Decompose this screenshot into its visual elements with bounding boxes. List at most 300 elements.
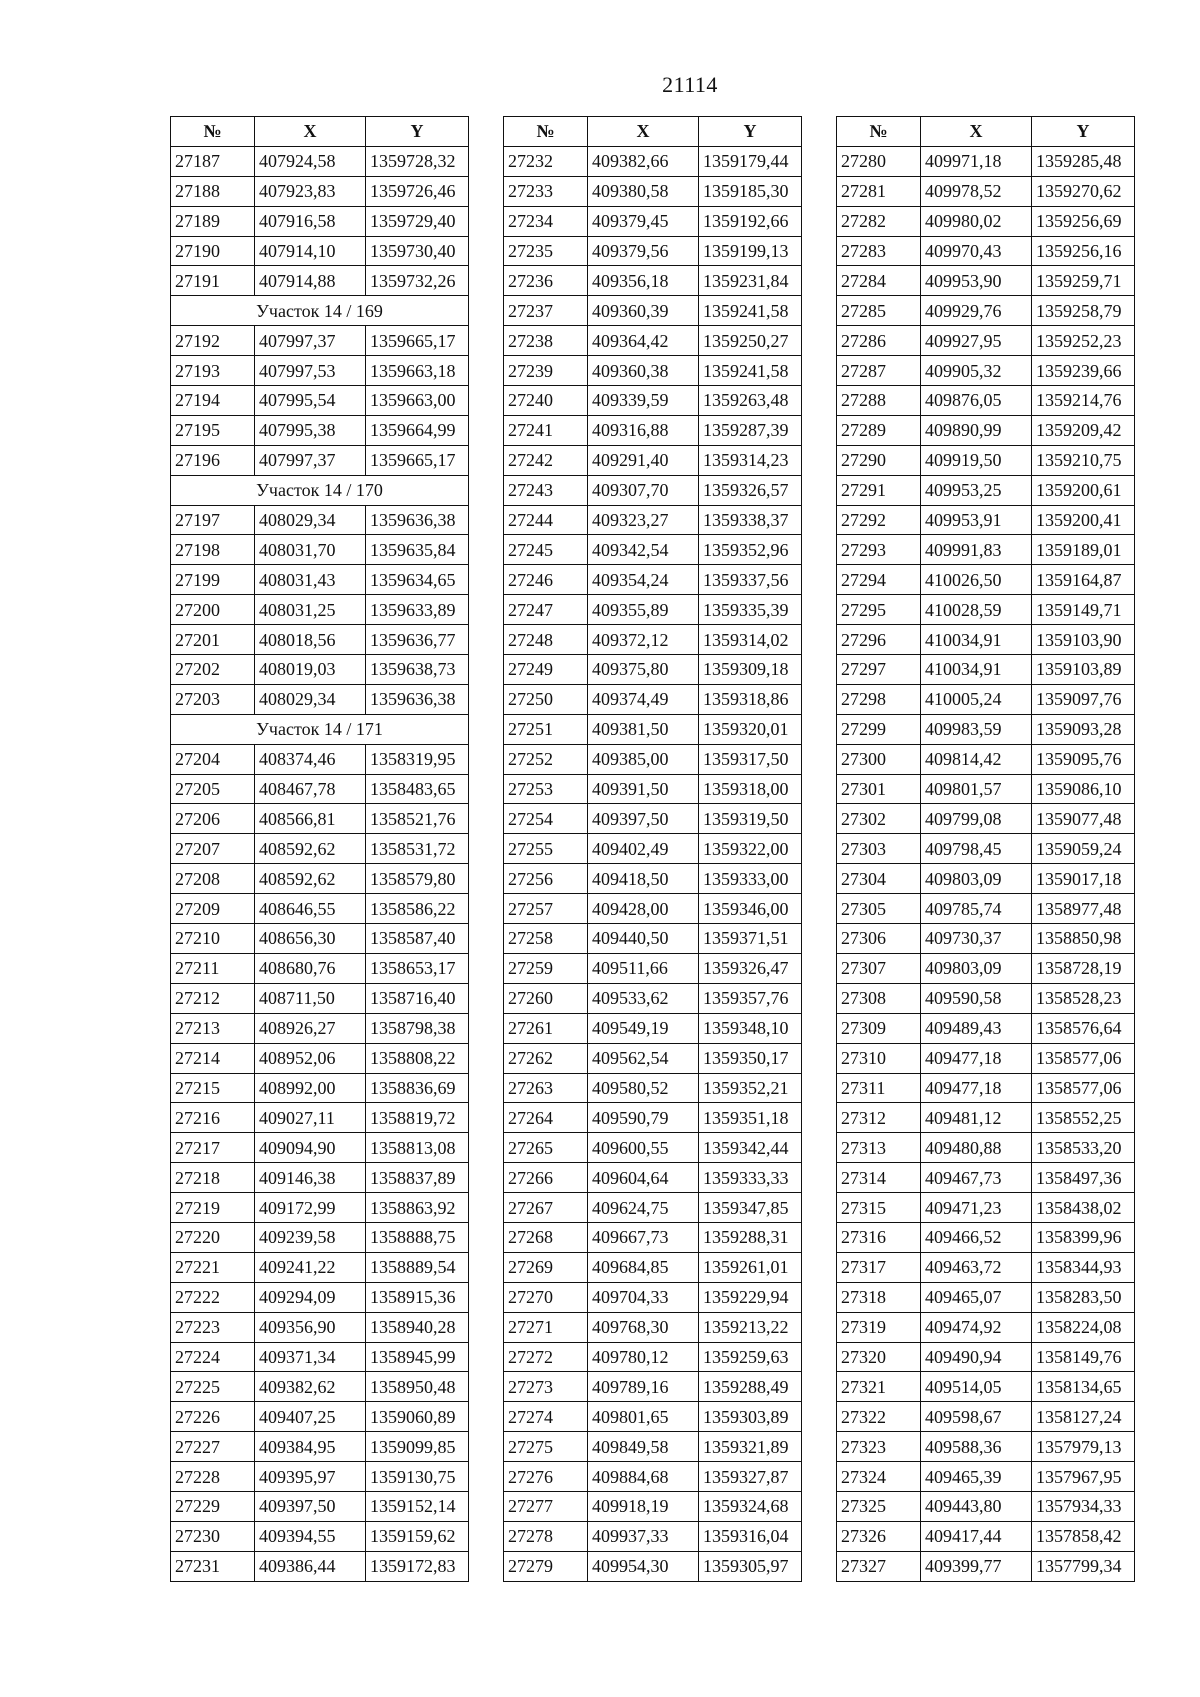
table-row	[171, 1372, 469, 1402]
point-number-cell: 27241	[504, 415, 588, 445]
x-coordinate-cell: 409477,18	[921, 1043, 1032, 1073]
section-row	[171, 714, 469, 744]
coordinates-table-1	[170, 116, 469, 1582]
point-number-cell: 27217	[171, 1133, 255, 1163]
x-coordinate-cell: 409241,22	[255, 1252, 366, 1282]
point-number-cell: 27213	[171, 1013, 255, 1043]
x-coordinate-cell: 409307,70	[588, 475, 699, 505]
x-coordinate-cell: 410034,91	[921, 625, 1032, 655]
table-row	[837, 684, 1135, 714]
y-coordinate-cell: 1358224,08	[1032, 1312, 1135, 1342]
point-number-cell: 27327	[837, 1551, 921, 1581]
table-row	[837, 924, 1135, 954]
point-number-cell: 27285	[837, 296, 921, 326]
x-coordinate-cell: 409533,62	[588, 983, 699, 1013]
y-coordinate-cell: 1358283,50	[1032, 1282, 1135, 1312]
y-coordinate-cell: 1359316,04	[699, 1521, 802, 1551]
point-number-cell: 27305	[837, 894, 921, 924]
y-coordinate-cell: 1359086,10	[1032, 774, 1135, 804]
table-row	[837, 1342, 1135, 1372]
y-coordinate-cell: 1359303,89	[699, 1402, 802, 1432]
table-row	[171, 535, 469, 565]
y-coordinate-cell: 1358579,80	[366, 864, 469, 894]
x-coordinate-cell: 409803,09	[921, 953, 1032, 983]
x-coordinate-cell: 409364,42	[588, 326, 699, 356]
y-coordinate-cell: 1359635,84	[366, 535, 469, 565]
table-row	[837, 1282, 1135, 1312]
y-coordinate-cell: 1358889,54	[366, 1252, 469, 1282]
point-number-cell: 27203	[171, 684, 255, 714]
table-row	[837, 1551, 1135, 1581]
x-coordinate-cell: 409876,05	[921, 386, 1032, 416]
table-row	[504, 1073, 802, 1103]
point-number-cell: 27214	[171, 1043, 255, 1073]
point-number-cell: 27207	[171, 834, 255, 864]
y-coordinate-cell: 1358577,06	[1032, 1043, 1135, 1073]
table-row	[837, 1103, 1135, 1133]
table-row	[504, 894, 802, 924]
table-row	[504, 415, 802, 445]
table-row	[837, 326, 1135, 356]
y-coordinate-cell: 1359337,56	[699, 565, 802, 595]
x-coordinate-cell: 409954,30	[588, 1551, 699, 1581]
y-coordinate-cell: 1359342,44	[699, 1133, 802, 1163]
header-row	[504, 117, 802, 147]
table-row	[504, 714, 802, 744]
y-coordinate-cell: 1359636,38	[366, 684, 469, 714]
y-coordinate-cell: 1359371,51	[699, 924, 802, 954]
y-coordinate-cell: 1358850,98	[1032, 924, 1135, 954]
y-coordinate-cell: 1359309,18	[699, 655, 802, 685]
x-coordinate-cell: 407997,53	[255, 356, 366, 386]
y-coordinate-cell: 1359288,31	[699, 1222, 802, 1252]
x-coordinate-cell: 407924,58	[255, 146, 366, 176]
table-row	[171, 864, 469, 894]
point-number-cell: 27230	[171, 1521, 255, 1551]
x-coordinate-cell: 407997,37	[255, 445, 366, 475]
table-row	[171, 834, 469, 864]
x-coordinate-cell: 408019,03	[255, 655, 366, 685]
y-coordinate-cell: 1359327,87	[699, 1462, 802, 1492]
point-number-cell: 27282	[837, 206, 921, 236]
header-number: №	[837, 117, 921, 147]
x-coordinate-cell: 409511,66	[588, 953, 699, 983]
y-coordinate-cell: 1359130,75	[366, 1462, 469, 1492]
table-row	[504, 1402, 802, 1432]
y-coordinate-cell: 1357799,34	[1032, 1551, 1135, 1581]
point-number-cell: 27210	[171, 924, 255, 954]
y-coordinate-cell: 1358134,65	[1032, 1372, 1135, 1402]
table-row	[504, 176, 802, 206]
table-row	[837, 774, 1135, 804]
y-coordinate-cell: 1359665,17	[366, 445, 469, 475]
x-coordinate-cell: 409402,49	[588, 834, 699, 864]
point-number-cell: 27228	[171, 1462, 255, 1492]
table-row	[504, 684, 802, 714]
point-number-cell: 27191	[171, 266, 255, 296]
table-row	[504, 595, 802, 625]
table-row	[837, 1073, 1135, 1103]
x-coordinate-cell: 409580,52	[588, 1073, 699, 1103]
x-coordinate-cell: 409339,59	[588, 386, 699, 416]
y-coordinate-cell: 1359663,00	[366, 386, 469, 416]
x-coordinate-cell: 408592,62	[255, 834, 366, 864]
point-number-cell: 27219	[171, 1193, 255, 1223]
x-coordinate-cell: 409384,95	[255, 1432, 366, 1462]
point-number-cell: 27211	[171, 953, 255, 983]
coordinates-table-3	[836, 116, 1135, 1582]
x-coordinate-cell: 409382,66	[588, 146, 699, 176]
y-coordinate-cell: 1359103,90	[1032, 625, 1135, 655]
point-number-cell: 27244	[504, 505, 588, 535]
y-coordinate-cell: 1359270,62	[1032, 176, 1135, 206]
point-number-cell: 27280	[837, 146, 921, 176]
y-coordinate-cell: 1358940,28	[366, 1312, 469, 1342]
x-coordinate-cell: 408992,00	[255, 1073, 366, 1103]
table-row	[171, 1193, 469, 1223]
point-number-cell: 27240	[504, 386, 588, 416]
y-coordinate-cell: 1359185,30	[699, 176, 802, 206]
table-row	[837, 1372, 1135, 1402]
x-coordinate-cell: 409919,50	[921, 445, 1032, 475]
x-coordinate-cell: 409971,18	[921, 146, 1032, 176]
header-row	[171, 117, 469, 147]
table-row	[504, 864, 802, 894]
table-row	[837, 834, 1135, 864]
point-number-cell: 27294	[837, 565, 921, 595]
section-title: Участок 14 / 171	[171, 714, 469, 744]
header-number: №	[171, 117, 255, 147]
y-coordinate-cell: 1358653,17	[366, 953, 469, 983]
table-row	[837, 386, 1135, 416]
point-number-cell: 27273	[504, 1372, 588, 1402]
point-number-cell: 27223	[171, 1312, 255, 1342]
point-number-cell: 27283	[837, 236, 921, 266]
y-coordinate-cell: 1359017,18	[1032, 864, 1135, 894]
point-number-cell: 27319	[837, 1312, 921, 1342]
x-coordinate-cell: 409918,19	[588, 1491, 699, 1521]
y-coordinate-cell: 1359326,47	[699, 953, 802, 983]
y-coordinate-cell: 1358945,99	[366, 1342, 469, 1372]
x-coordinate-cell: 409371,34	[255, 1342, 366, 1372]
header-x: X	[921, 117, 1032, 147]
y-coordinate-cell: 1359322,00	[699, 834, 802, 864]
table-row	[837, 1222, 1135, 1252]
x-coordinate-cell: 409477,18	[921, 1073, 1032, 1103]
table-row	[504, 1103, 802, 1133]
table-row	[171, 386, 469, 416]
table-row	[171, 445, 469, 475]
y-coordinate-cell: 1359663,18	[366, 356, 469, 386]
point-number-cell: 27288	[837, 386, 921, 416]
table-row	[171, 266, 469, 296]
y-coordinate-cell: 1358438,02	[1032, 1193, 1135, 1223]
table-row	[504, 565, 802, 595]
point-number-cell: 27209	[171, 894, 255, 924]
point-number-cell: 27215	[171, 1073, 255, 1103]
point-number-cell: 27195	[171, 415, 255, 445]
point-number-cell: 27323	[837, 1432, 921, 1462]
y-coordinate-cell: 1358950,48	[366, 1372, 469, 1402]
x-coordinate-cell: 409789,16	[588, 1372, 699, 1402]
y-coordinate-cell: 1358127,24	[1032, 1402, 1135, 1432]
section-row	[171, 475, 469, 505]
y-coordinate-cell: 1359351,18	[699, 1103, 802, 1133]
y-coordinate-cell: 1358836,69	[366, 1073, 469, 1103]
x-coordinate-cell: 409407,25	[255, 1402, 366, 1432]
table-row	[171, 1073, 469, 1103]
table-row	[837, 1043, 1135, 1073]
x-coordinate-cell: 409704,33	[588, 1282, 699, 1312]
table-row	[837, 1163, 1135, 1193]
x-coordinate-cell: 408031,43	[255, 565, 366, 595]
table-row	[504, 1312, 802, 1342]
table-row	[171, 684, 469, 714]
x-coordinate-cell: 409549,19	[588, 1013, 699, 1043]
x-coordinate-cell: 409514,05	[921, 1372, 1032, 1402]
y-coordinate-cell: 1358521,76	[366, 804, 469, 834]
table-row	[837, 1133, 1135, 1163]
point-number-cell: 27320	[837, 1342, 921, 1372]
point-number-cell: 27267	[504, 1193, 588, 1223]
table-row	[504, 1521, 802, 1551]
point-number-cell: 27317	[837, 1252, 921, 1282]
point-number-cell: 27192	[171, 326, 255, 356]
x-coordinate-cell: 407995,54	[255, 386, 366, 416]
x-coordinate-cell: 409372,12	[588, 625, 699, 655]
x-coordinate-cell: 409399,77	[921, 1551, 1032, 1581]
y-coordinate-cell: 1359314,02	[699, 625, 802, 655]
point-number-cell: 27221	[171, 1252, 255, 1282]
x-coordinate-cell: 409239,58	[255, 1222, 366, 1252]
y-coordinate-cell: 1359638,73	[366, 655, 469, 685]
y-coordinate-cell: 1358716,40	[366, 983, 469, 1013]
x-coordinate-cell: 409467,73	[921, 1163, 1032, 1193]
point-number-cell: 27220	[171, 1222, 255, 1252]
point-number-cell: 27225	[171, 1372, 255, 1402]
point-number-cell: 27296	[837, 625, 921, 655]
point-number-cell: 27198	[171, 535, 255, 565]
x-coordinate-cell: 407995,38	[255, 415, 366, 445]
x-coordinate-cell: 409598,67	[921, 1402, 1032, 1432]
table-row	[171, 953, 469, 983]
y-coordinate-cell: 1359258,79	[1032, 296, 1135, 326]
y-coordinate-cell: 1359288,49	[699, 1372, 802, 1402]
x-coordinate-cell: 409980,02	[921, 206, 1032, 236]
x-coordinate-cell: 408656,30	[255, 924, 366, 954]
table-row	[171, 983, 469, 1013]
x-coordinate-cell: 407916,58	[255, 206, 366, 236]
y-coordinate-cell: 1359314,23	[699, 445, 802, 475]
table-row	[171, 655, 469, 685]
table-row	[171, 1252, 469, 1282]
table-row	[504, 804, 802, 834]
table-row	[504, 1163, 802, 1193]
x-coordinate-cell: 409394,55	[255, 1521, 366, 1551]
point-number-cell: 27196	[171, 445, 255, 475]
y-coordinate-cell: 1359256,69	[1032, 206, 1135, 236]
table-row	[504, 1342, 802, 1372]
point-number-cell: 27257	[504, 894, 588, 924]
point-number-cell: 27188	[171, 176, 255, 206]
y-coordinate-cell: 1359172,83	[366, 1551, 469, 1581]
point-number-cell: 27218	[171, 1163, 255, 1193]
y-coordinate-cell: 1359250,27	[699, 326, 802, 356]
y-coordinate-cell: 1359634,65	[366, 565, 469, 595]
x-coordinate-cell: 409489,43	[921, 1013, 1032, 1043]
point-number-cell: 27201	[171, 625, 255, 655]
x-coordinate-cell: 409953,90	[921, 266, 1032, 296]
y-coordinate-cell: 1359159,62	[366, 1521, 469, 1551]
table-row	[837, 356, 1135, 386]
table-row	[837, 176, 1135, 206]
x-coordinate-cell: 409391,50	[588, 774, 699, 804]
table-row	[504, 983, 802, 1013]
x-coordinate-cell: 409316,88	[588, 415, 699, 445]
point-number-cell: 27301	[837, 774, 921, 804]
point-number-cell: 27226	[171, 1402, 255, 1432]
y-coordinate-cell: 1359214,76	[1032, 386, 1135, 416]
x-coordinate-cell: 408374,46	[255, 744, 366, 774]
point-number-cell: 27311	[837, 1073, 921, 1103]
point-number-cell: 27262	[504, 1043, 588, 1073]
x-coordinate-cell: 408018,56	[255, 625, 366, 655]
table-row	[504, 326, 802, 356]
y-coordinate-cell: 1359665,17	[366, 326, 469, 356]
x-coordinate-cell: 409905,32	[921, 356, 1032, 386]
table-row	[837, 1013, 1135, 1043]
table-row	[171, 326, 469, 356]
x-coordinate-cell: 409172,99	[255, 1193, 366, 1223]
x-coordinate-cell: 409983,59	[921, 714, 1032, 744]
y-coordinate-cell: 1357934,33	[1032, 1491, 1135, 1521]
table-row	[504, 505, 802, 535]
x-coordinate-cell: 409360,39	[588, 296, 699, 326]
x-coordinate-cell: 409590,58	[921, 983, 1032, 1013]
y-coordinate-cell: 1359352,21	[699, 1073, 802, 1103]
y-coordinate-cell: 1358552,25	[1032, 1103, 1135, 1133]
y-coordinate-cell: 1358149,76	[1032, 1342, 1135, 1372]
point-number-cell: 27322	[837, 1402, 921, 1432]
table-row	[171, 1491, 469, 1521]
x-coordinate-cell: 409027,11	[255, 1103, 366, 1133]
x-coordinate-cell: 407997,37	[255, 326, 366, 356]
y-coordinate-cell: 1358344,93	[1032, 1252, 1135, 1282]
x-coordinate-cell: 409381,50	[588, 714, 699, 744]
x-coordinate-cell: 409397,50	[255, 1491, 366, 1521]
point-number-cell: 27251	[504, 714, 588, 744]
x-coordinate-cell: 409562,54	[588, 1043, 699, 1073]
table-row	[504, 924, 802, 954]
point-number-cell: 27264	[504, 1103, 588, 1133]
y-coordinate-cell: 1359241,58	[699, 296, 802, 326]
point-number-cell: 27290	[837, 445, 921, 475]
x-coordinate-cell: 408592,62	[255, 864, 366, 894]
x-coordinate-cell: 409480,88	[921, 1133, 1032, 1163]
y-coordinate-cell: 1359103,89	[1032, 655, 1135, 685]
point-number-cell: 27229	[171, 1491, 255, 1521]
point-number-cell: 27276	[504, 1462, 588, 1492]
y-coordinate-cell: 1359347,85	[699, 1193, 802, 1223]
y-coordinate-cell: 1359357,76	[699, 983, 802, 1013]
y-coordinate-cell: 1359729,40	[366, 206, 469, 236]
point-number-cell: 27307	[837, 953, 921, 983]
x-coordinate-cell: 409730,37	[921, 924, 1032, 954]
y-coordinate-cell: 1357967,95	[1032, 1462, 1135, 1492]
y-coordinate-cell: 1359077,48	[1032, 804, 1135, 834]
point-number-cell: 27248	[504, 625, 588, 655]
y-coordinate-cell: 1358576,64	[1032, 1013, 1135, 1043]
point-number-cell: 27287	[837, 356, 921, 386]
table-body	[504, 146, 802, 1581]
table-row	[837, 953, 1135, 983]
point-number-cell: 27268	[504, 1222, 588, 1252]
y-coordinate-cell: 1358888,75	[366, 1222, 469, 1252]
point-number-cell: 27255	[504, 834, 588, 864]
x-coordinate-cell: 409780,12	[588, 1342, 699, 1372]
x-coordinate-cell: 409991,83	[921, 535, 1032, 565]
y-coordinate-cell: 1358483,65	[366, 774, 469, 804]
y-coordinate-cell: 1358587,40	[366, 924, 469, 954]
point-number-cell: 27318	[837, 1282, 921, 1312]
table-row	[837, 565, 1135, 595]
table-row	[837, 1462, 1135, 1492]
point-number-cell: 27245	[504, 535, 588, 565]
x-coordinate-cell: 408467,78	[255, 774, 366, 804]
table-row	[837, 1432, 1135, 1462]
table-row	[171, 415, 469, 445]
x-coordinate-cell: 409323,27	[588, 505, 699, 535]
x-coordinate-cell: 409798,45	[921, 834, 1032, 864]
table-row	[837, 475, 1135, 505]
y-coordinate-cell: 1359152,14	[366, 1491, 469, 1521]
point-number-cell: 27298	[837, 684, 921, 714]
y-coordinate-cell: 1359229,94	[699, 1282, 802, 1312]
point-number-cell: 27321	[837, 1372, 921, 1402]
y-coordinate-cell: 1358837,89	[366, 1163, 469, 1193]
point-number-cell: 27275	[504, 1432, 588, 1462]
table-row	[171, 206, 469, 236]
y-coordinate-cell: 1359209,42	[1032, 415, 1135, 445]
point-number-cell: 27224	[171, 1342, 255, 1372]
x-coordinate-cell: 409884,68	[588, 1462, 699, 1492]
table-row	[504, 1252, 802, 1282]
x-coordinate-cell: 409380,58	[588, 176, 699, 206]
x-coordinate-cell: 409342,54	[588, 535, 699, 565]
point-number-cell: 27278	[504, 1521, 588, 1551]
y-coordinate-cell: 1359318,86	[699, 684, 802, 714]
table-row	[837, 744, 1135, 774]
y-coordinate-cell: 1359199,13	[699, 236, 802, 266]
y-coordinate-cell: 1359335,39	[699, 595, 802, 625]
table-row	[504, 774, 802, 804]
x-coordinate-cell: 410034,91	[921, 655, 1032, 685]
table-row	[504, 206, 802, 236]
y-coordinate-cell: 1359350,17	[699, 1043, 802, 1073]
table-row	[504, 1133, 802, 1163]
table-row	[837, 894, 1135, 924]
coordinates-table-2	[503, 116, 802, 1582]
point-number-cell: 27279	[504, 1551, 588, 1581]
table-row	[171, 146, 469, 176]
x-coordinate-cell: 409395,97	[255, 1462, 366, 1492]
y-coordinate-cell: 1358915,36	[366, 1282, 469, 1312]
table-row	[171, 595, 469, 625]
table-row	[171, 1013, 469, 1043]
y-coordinate-cell: 1359338,37	[699, 505, 802, 535]
x-coordinate-cell: 409927,95	[921, 326, 1032, 356]
x-coordinate-cell: 409588,36	[921, 1432, 1032, 1462]
